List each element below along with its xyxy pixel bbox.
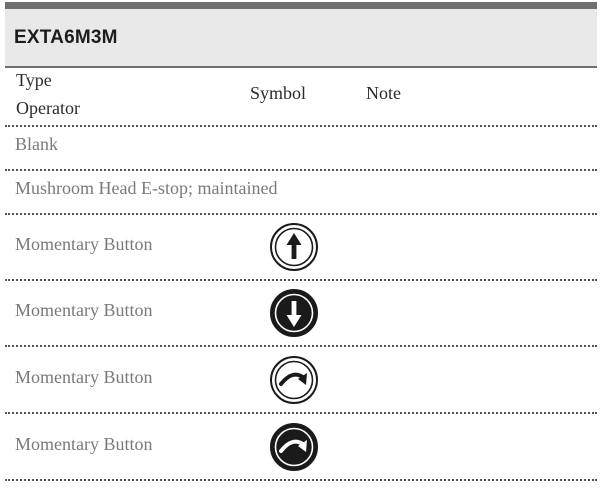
header-type: Type (16, 70, 52, 90)
row-operator-estop: Mushroom Head E-stop; maintained (15, 178, 278, 198)
up-arrow-outline-icon (269, 222, 319, 272)
row-divider (5, 169, 597, 171)
row-operator-momentary-4: Momentary Button (15, 434, 153, 454)
row-operator-blank: Blank (15, 134, 58, 154)
row-divider (5, 412, 597, 414)
row-operator-momentary-1: Momentary Button (15, 234, 153, 254)
header-note: Note (366, 83, 401, 103)
row-operator-momentary-3: Momentary Button (15, 367, 153, 387)
table-title: EXTA6M3M (14, 27, 118, 48)
header-rule (5, 66, 597, 68)
down-arrow-filled-icon (269, 288, 319, 338)
header-divider (5, 125, 597, 127)
curved-arrow-filled-icon (269, 422, 319, 472)
row-divider (5, 479, 597, 481)
curved-arrow-outline-icon (269, 355, 319, 405)
operator-table (5, 0, 597, 490)
top-rule (5, 2, 597, 9)
row-divider (5, 213, 597, 215)
row-operator-momentary-2: Momentary Button (15, 300, 153, 320)
header-symbol: Symbol (250, 83, 307, 103)
row-divider (5, 345, 597, 347)
header-operator: Operator (16, 98, 80, 118)
row-divider (5, 279, 597, 281)
